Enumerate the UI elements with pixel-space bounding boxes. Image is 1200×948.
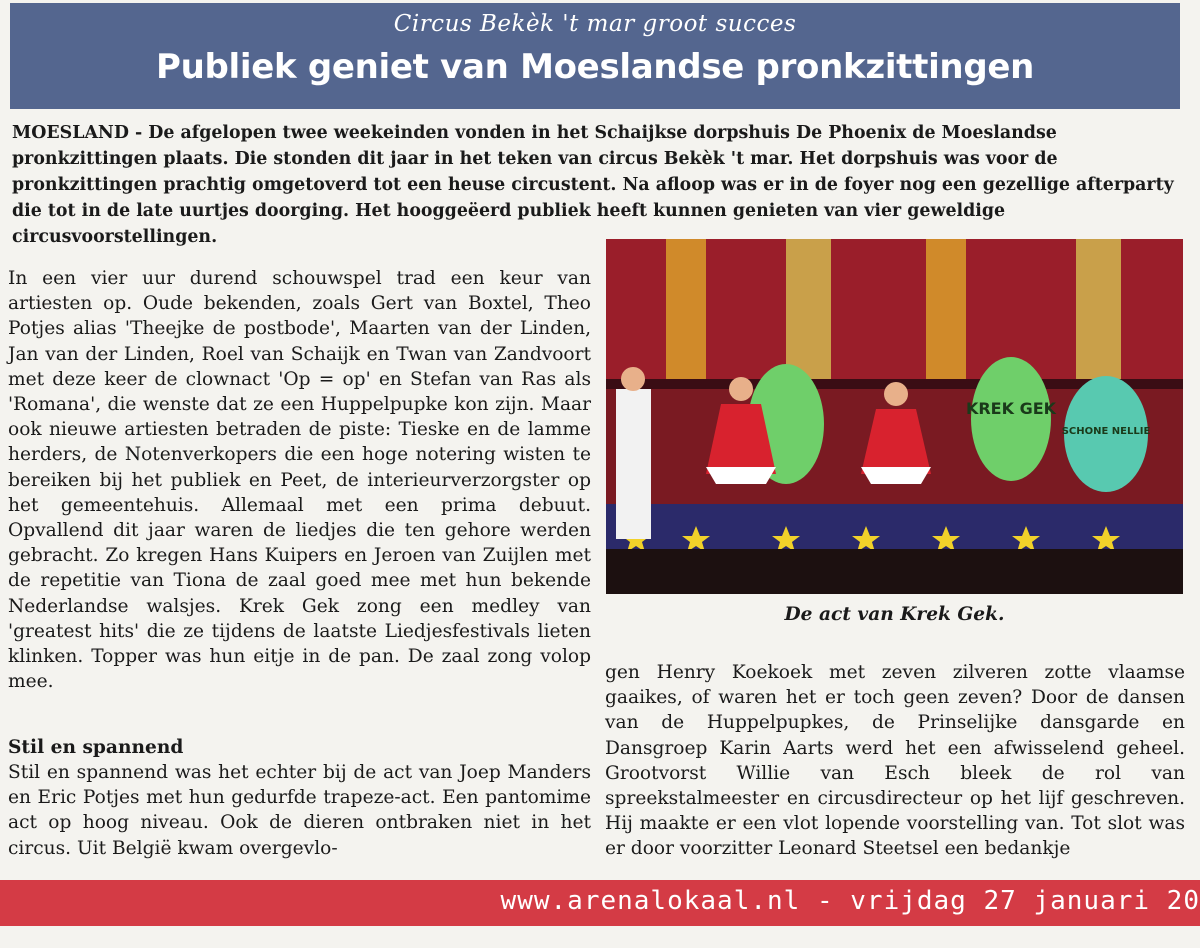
- costume-text-krek-gek: KREK GEK: [965, 399, 1057, 418]
- body-paragraph-1: In een vier uur durend schouwspel trad een keur van artiesten op. Oude bekenden, zoals Gert van Boxtel, Theo Potjes alias 'Theejke de postbode', Maarten van der Linden, Jan van der Linden, Roel van Schaijk en Twan van Zandvoort met deze keer de clownact 'Op = op' en Stefan van Ras als 'Romana', die wenste dat ze een Huppelpupke kon zijn. Maar ook nieuwe artiesten betraden de piste: Tieske en de lamme herders, de Notenverkopers die een hoge notering wisten te bereiken bij het publiek en Peet, de interieurverzorgster op het gemeentehuis. Allemaal met een prima debuut. Opvallend dit jaar waren de liedjes die ten gehore werden gebracht. Zo kregen Hans Kuipers en Jeroen van Zuijlen met de repetitie van Tiona de zaal goed mee met hun bekende Nederlandse walsjes. Krek Gek zong een medley van 'greatest hits' die ze tijdens de laatste Liedjesfestivals lieten klinken. Topper was hun eitje in de pan. De zaal zong volop mee.: [8, 268, 591, 693]
- stage-photo-illustration: [606, 239, 1183, 594]
- costume-text-nellie: SCHONE NELLIE: [1061, 426, 1151, 437]
- headline-banner: [10, 3, 1180, 109]
- photo-caption: De act van Krek Gek.: [784, 604, 1005, 625]
- dateline: MOESLAND -: [12, 123, 143, 143]
- body-paragraph-2-continued: gen Henry Koekoek met zeven zilveren zotte vlaamse gaaikes, of waren het er toch geen zeven? Door de dansen van de Huppelpupkes, de Prinselijke dansgarde en Dansgroep Karin Aarts werd het een afwisselend geheel. Grootvorst Willie van Esch bleek de rol van spreekstalmeester en circusdirecteur op het lijf geschreven. Hij maakte er een vlot lopende voorstelling van. Tot slot was er door voorzitter Leonard Steetsel een bedankje: [605, 662, 1185, 860]
- stage-photo: [606, 239, 1183, 594]
- lead-text: De afgelopen twee weekeinden vonden in het Schaijkse dorpshuis De Phoenix de Moeslandse pronkzittingen plaats. Die stonden dit jaar in het teken van circus Bekèk 't mar. Het dorpshuis was voor de pronkzittingen prachtig omgetoverd tot een heuse circustent. Na afloop was er in de foyer nog een gezellige afterparty die tot in de late uurtjes doorging. Het hooggeëerd publiek heeft kunnen genieten van vier geweldige circusvoorstellingen.: [12, 123, 1174, 247]
- subheading: Stil en spannend: [8, 737, 184, 758]
- lead-paragraph: [12, 120, 1182, 250]
- kicker: Circus Bekèk 't mar groot succes: [393, 11, 797, 37]
- headline: Publiek geniet van Moeslandse pronkzittingen: [155, 47, 1035, 87]
- footer-text: www.arenalokaal.nl - vrijdag 27 januari 20: [500, 886, 1200, 916]
- body-paragraph-2-start: Stil en spannend was het echter bij de act van Joep Manders en Eric Potjes met hun gedurfde trapeze-act. Een pantomime act op hoog niveau. Ook de dieren ontbraken niet in het circus. Uit België kwam overgevlo-: [8, 762, 591, 859]
- body-column-left: [8, 266, 591, 694]
